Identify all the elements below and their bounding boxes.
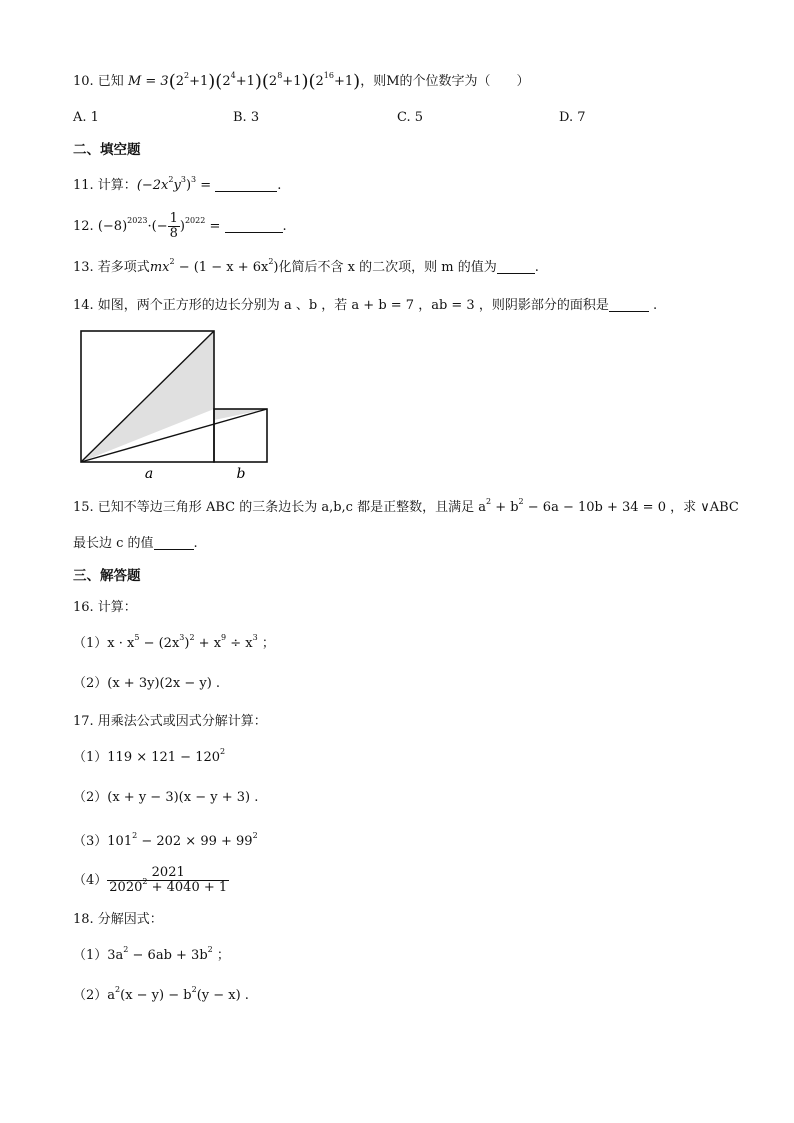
answer-blank[interactable] bbox=[215, 177, 277, 192]
question-18-part-2: $(2)a^2(x - y) - b^2(y - x)$ . bbox=[73, 985, 249, 1003]
q10-lead: 10. 已知 bbox=[73, 74, 124, 89]
option-b[interactable]: B. 3 bbox=[233, 110, 260, 125]
question-16: 16. 计算： bbox=[73, 600, 137, 615]
question-14: 14. 如图，两个正方形的边长分别为 a 、b ，若 a + b = 7 ，ab = 3 ，则阴影部分的面积是 . bbox=[73, 298, 658, 313]
q10-expr-m: M = 3 bbox=[127, 74, 169, 89]
question-16-part-1: $(1)x \cdot x^5 - (2x^3)^2 + x^9 \div x^3$ ； bbox=[73, 633, 275, 651]
option-a[interactable]: A. 1 bbox=[73, 110, 99, 125]
fraction: $\frac{2021}{2020^2 + 4040 + 1}$ bbox=[109, 865, 228, 895]
question-10: 10. 已知 $M = 3(2^2+1)(2^4+1)(2^8+1)(2^{16}+1)$，则M的个位数字为（ ） bbox=[73, 71, 530, 92]
question-17-part-3: $(3)101^2 - 202 \times 99 + 99^2$ bbox=[73, 831, 258, 849]
question-17: 17. 用乘法公式或因式分解计算： bbox=[73, 714, 267, 729]
label-a: a bbox=[144, 466, 154, 481]
q10-options bbox=[73, 110, 673, 130]
section-2-heading: 二、填空题 bbox=[73, 142, 141, 158]
answer-blank[interactable] bbox=[609, 297, 649, 312]
option-d[interactable]: D. 7 bbox=[559, 110, 586, 125]
answer-blank[interactable] bbox=[497, 259, 535, 274]
question-15-line2: 最长边 c 的值 . bbox=[73, 536, 198, 551]
question-17-part-1: $(1)119 \times 121 - 120^2$ bbox=[73, 747, 226, 765]
question-13: 13. 若多项式$mx^2 - (1 - x + 6x^2)$化简后不含 x 的二次项，则 m 的值为 . bbox=[73, 257, 539, 275]
question-16-part-2: （2）(x + 3y)(2x − y) . bbox=[73, 676, 221, 691]
question-11: 11. 计算：$(-2x^2y^3)^3$ = . bbox=[73, 175, 282, 193]
question-17-part-2: （2）(x + y − 3)(x − y + 3) . bbox=[73, 790, 259, 805]
fraction: $\frac{1}{8}$ bbox=[169, 211, 178, 241]
answer-blank[interactable] bbox=[225, 218, 283, 233]
two-squares-figure bbox=[79, 329, 274, 481]
option-c[interactable]: C. 5 bbox=[397, 110, 424, 125]
q10-tail: ，则M的个位数字为（ ） bbox=[360, 74, 530, 89]
question-18: 18. 分解因式： bbox=[73, 912, 163, 927]
question-17-part-4: （4） $\frac{2021}{2020^2 + 4040 + 1}$ bbox=[73, 865, 228, 895]
question-15: 15. 已知不等边三角形 ABC 的三条边长为 a,b,c 都是正整数，且满足 $a^2 + b^2 - 6a - 10b + 34 = 0$ ，求 ∨ABC bbox=[73, 497, 739, 515]
question-18-part-1: $(1)3a^2 - 6ab + 3b^2$ ； bbox=[73, 945, 230, 963]
answer-blank[interactable] bbox=[154, 535, 194, 550]
question-12: 12. $(-8)^{2023}\cdot(-$ $\frac{1}{8}$ )$^{2022}$ = . bbox=[73, 211, 287, 241]
section-3-heading: 三、解答题 bbox=[73, 568, 141, 584]
label-b: b bbox=[236, 466, 246, 481]
